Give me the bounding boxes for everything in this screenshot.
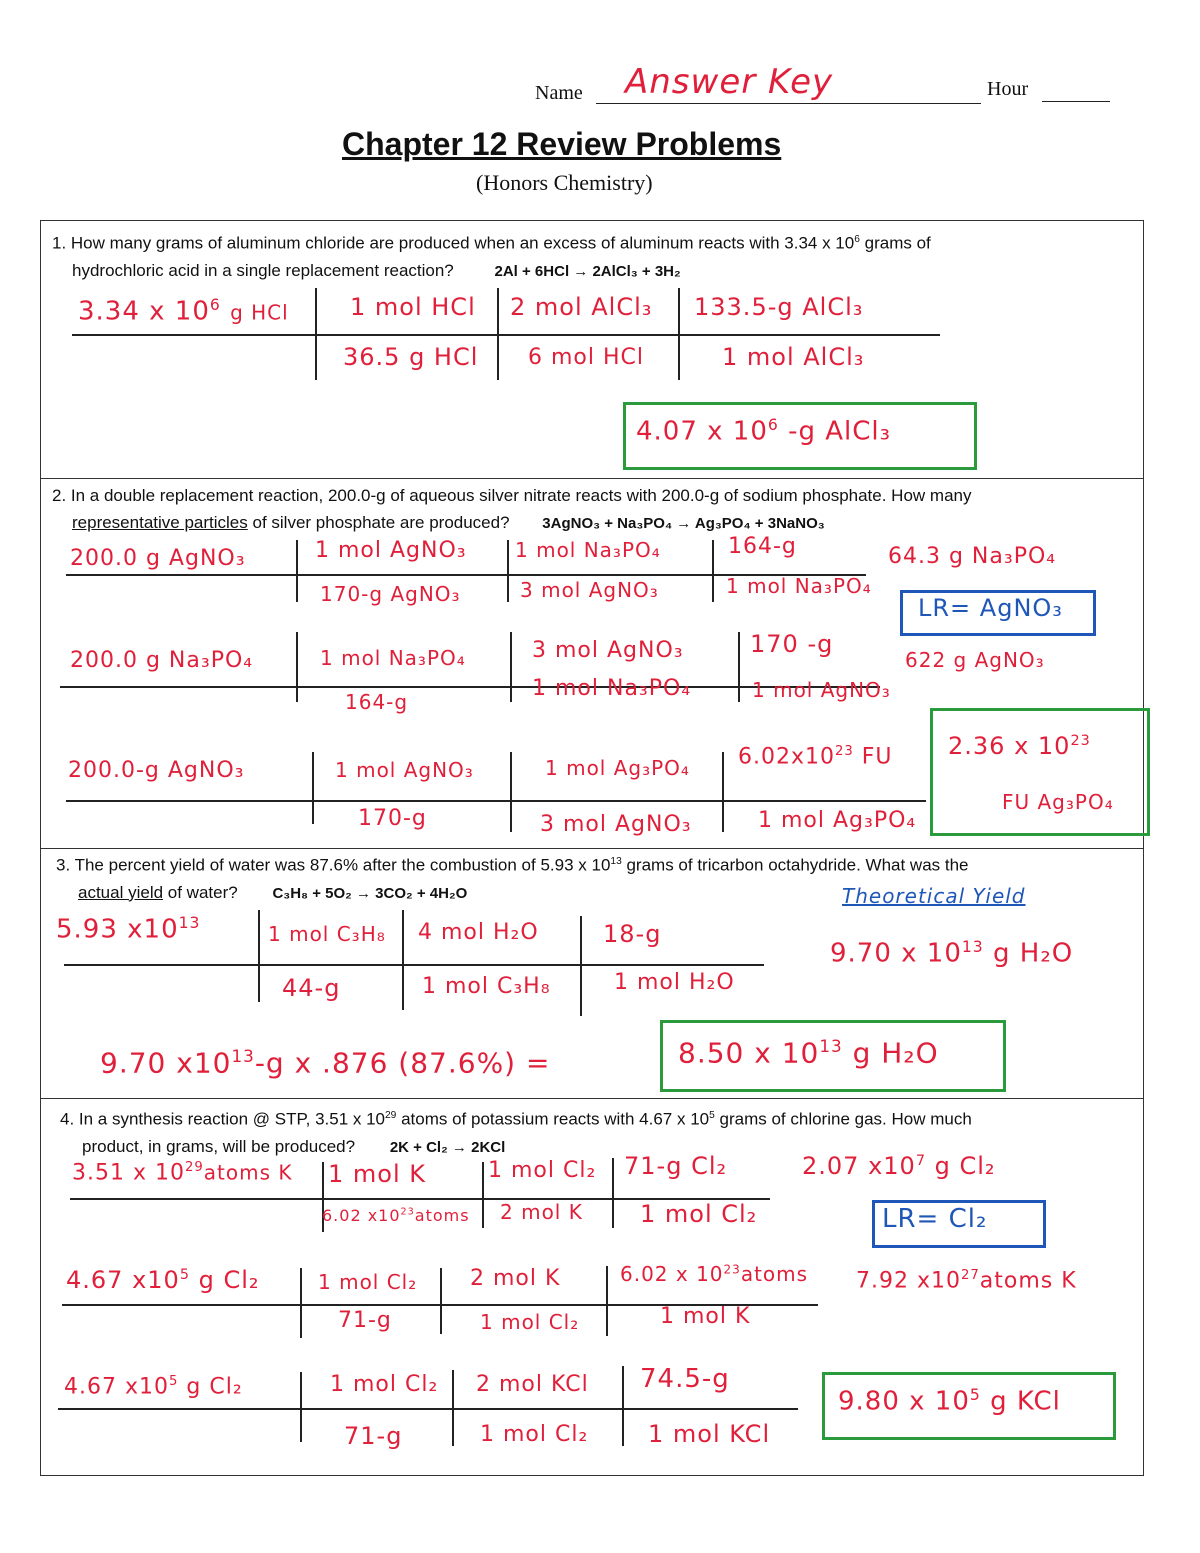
q3-answer: 8.50 x $10^{13}$ g H₂O: [678, 1036, 939, 1070]
q4-row3-f3-top: 74.5-g: [640, 1364, 730, 1394]
hour-label: Hour: [987, 78, 1029, 100]
q2-row2-result: 622 g AgNO₃: [905, 648, 1045, 672]
q1-factor-line: [72, 334, 940, 336]
q1-divider-1: [315, 288, 317, 380]
q4-row2-f3-top: 6.02 x $10^{23}atoms$: [620, 1262, 809, 1286]
question-1-equation: 2Al + 6HCl → 2AlCl₃ + 3H₂: [494, 262, 681, 280]
q4-limiting-reactant: LR= Cl₂: [882, 1204, 988, 1234]
q2-answer-unit: FU Ag₃PO₄: [1002, 790, 1114, 814]
q2-row2-f1-top: 1 mol Na₃PO₄: [320, 646, 466, 670]
hour-underline: [1042, 101, 1110, 102]
q2-row1-f1-bottom: 170-g AgNO₃: [320, 582, 461, 606]
question-4-equation: 2K + Cl₂ → 2KCl: [389, 1138, 506, 1156]
q2-row2-f1-bottom: 164-g: [345, 690, 409, 714]
q3-f1-bottom: 44-g: [282, 974, 341, 1002]
q4-row3-divider-2: [452, 1370, 454, 1446]
q2-row3-divider-1: [312, 752, 314, 824]
q2-row3-f1-bottom: 170-g: [358, 806, 427, 831]
q4-row1-result: 2.07 $x10^7$ g Cl₂: [802, 1152, 996, 1180]
q1-factor-3-bottom: 1 mol AlCl₃: [722, 343, 865, 371]
q2-row1-f2-bottom: 3 mol AgNO₃: [520, 578, 659, 602]
q3-f1-top: 1 mol C₃H₈: [268, 922, 386, 946]
q4-row2-f1-bottom: 71-g: [338, 1308, 392, 1333]
q2-row2-divider-1: [296, 632, 298, 702]
question-3-equation: C₃H₈ + 5O₂ → 3CO₂ + 4H₂O: [272, 884, 468, 902]
q4-row2-divider-2: [440, 1268, 442, 1334]
q3-f3-bottom: 1 mol H₂O: [614, 970, 735, 995]
q4-row3-line: [58, 1408, 798, 1410]
page-title: Chapter 12 Review Problems: [342, 126, 782, 162]
q2-limiting-reactant: LR= AgNO₃: [918, 594, 1063, 622]
q2-row3-f1-top: 1 mol AgNO₃: [335, 758, 474, 782]
q4-row2-result: 7.92 $x10^{27}atoms$ K: [856, 1268, 1077, 1294]
q4-row3-f1-top: 1 mol Cl₂: [330, 1372, 439, 1397]
q1-factor-1-top: 1 mol HCl: [350, 293, 476, 321]
q4-answer: 9.80 x $10^5$ g KCl: [838, 1386, 1061, 1417]
q4-row3-given: 4.67 $x10^5$ g Cl₂: [64, 1374, 243, 1400]
q3-f3-top: 18-g: [603, 920, 662, 948]
q4-row2-f2-top: 2 mol K: [470, 1266, 561, 1291]
q1-factor-2-top: 2 mol AlCl₃: [510, 293, 653, 321]
q3-divider-2: [402, 910, 404, 1010]
q4-row1-f3-bottom: 1 mol Cl₂: [640, 1200, 758, 1228]
q2-row2-f3-top: 170 -g: [750, 630, 834, 658]
q2-row3-f3-bottom: 1 mol Ag₃PO₄: [758, 808, 917, 833]
q2-row2-f2-top: 3 mol AgNO₃: [532, 638, 684, 663]
q2-row1-divider-2: [507, 540, 509, 602]
q3-calculation: 9.70 $x10^{13}-g$ x .876 (87.6%) =: [100, 1046, 551, 1080]
q1-factor-3-top: 133.5-g AlCl₃: [694, 293, 864, 321]
q2-row3-given: 200.0-g AgNO₃: [68, 758, 245, 783]
q1-factor-1-bottom: 36.5 g HCl: [343, 343, 479, 371]
q2-row3-f3-top: $6.02x10^{23}$ FU: [738, 744, 893, 770]
q2-row3-divider-2: [510, 752, 512, 832]
q4-row3-f2-bottom: 1 mol Cl₂: [480, 1422, 589, 1447]
q2-answer-box: [930, 708, 1150, 836]
q4-row1-f3-top: 71-g Cl₂: [624, 1152, 728, 1180]
q2-row2-divider-3: [738, 632, 740, 702]
q4-row2-divider-1: [300, 1268, 302, 1338]
q2-row1-result: 64.3 g Na₃PO₄: [888, 544, 1057, 569]
q2-row2-divider-2: [510, 632, 512, 702]
q4-row2-given: 4.67 $x10^5$ g Cl₂: [66, 1266, 260, 1294]
q4-row2-f2-bottom: 1 mol Cl₂: [480, 1310, 580, 1334]
q4-row1-f1-top: 1 mol K: [328, 1160, 426, 1188]
q4-row1-f2-bottom: 2 mol K: [500, 1200, 583, 1224]
q1-factor-2-bottom: 6 mol HCl: [528, 345, 645, 370]
q1-divider-3: [678, 288, 680, 380]
q2-answer: 2.36 x $10^{23}$: [948, 732, 1091, 760]
question-2-text: 2. In a double replacement reaction, 200.0-g of aqueous silver nitrate reacts with 200.0-g of sodium phosphate. How many representative particles of silver phosphate are produced? 3AgNO₃ + Na₃PO₄ → Ag₃PO₄ + 3NaNO₃: [52, 486, 972, 532]
q1-given: 3.34 x $10^6$ g HCl: [78, 296, 289, 327]
q2-row1-divider-1: [296, 540, 298, 602]
q3-theoretical-yield: 9.70 x $10^{13}$ g H₂O: [830, 938, 1074, 969]
q2-row1-divider-3: [712, 540, 714, 602]
q1-divider-2: [497, 288, 499, 380]
q3-f2-bottom: 1 mol C₃H₈: [422, 974, 551, 999]
q3-divider-1: [258, 910, 260, 1002]
q2-row1-f1-top: 1 mol AgNO₃: [315, 538, 467, 563]
q1-answer: 4.07 x $10^6$ -g AlCl₃: [636, 416, 892, 447]
q4-row2-divider-3: [606, 1266, 608, 1336]
q4-row3-divider-1: [300, 1372, 302, 1442]
name-label: Name: [535, 82, 583, 104]
q4-row1-f2-top: 1 mol Cl₂: [488, 1158, 597, 1183]
q3-given: 5.93 $x10^{13}$: [56, 914, 201, 945]
q2-row2-f2-bottom: 1 mol Na₃PO₄: [532, 676, 692, 701]
q2-row1-f2-top: 1 mol Na₃PO₄: [515, 538, 661, 562]
q2-row3-f2-bottom: 3 mol AgNO₃: [540, 812, 692, 837]
q4-row2-f1-top: 1 mol Cl₂: [318, 1270, 418, 1294]
q3-divider-3: [580, 916, 582, 1016]
q2-row3-divider-3: [722, 752, 724, 832]
q2-row2-given: 200.0 g Na₃PO₄: [70, 648, 254, 673]
name-value: Answer Key: [625, 62, 834, 102]
q2-row3-f2-top: 1 mol Ag₃PO₄: [545, 756, 690, 780]
question-1-text: 1. How many grams of aluminum chloride are produced when an excess of aluminum reacts with 3.34 x $10^6$ grams of hydrochloric acid in a single replacement reaction? 2Al + 6HCl → 2AlCl₃ + 3H₂: [52, 233, 931, 280]
q4-row3-f1-bottom: 71-g: [344, 1422, 403, 1450]
q2-row3-line: [66, 800, 926, 802]
q4-row1-divider-3: [612, 1158, 614, 1228]
q3-f2-top: 4 mol H₂O: [418, 920, 539, 945]
q4-row1-f1-bottom: 6.02 $x10^{23}atoms$: [322, 1206, 470, 1225]
page-subtitle: (Honors Chemistry): [476, 170, 653, 195]
q4-row3-f2-top: 2 mol KCl: [476, 1372, 589, 1397]
q4-row1-given: 3.51 x $10^{29}atoms$ K: [72, 1160, 293, 1186]
name-underline: [596, 103, 981, 104]
q4-row3-divider-3: [622, 1366, 624, 1446]
q3-factor-line: [64, 964, 764, 966]
q4-row2-f3-bottom: 1 mol K: [660, 1304, 751, 1329]
q3-theoretical-label: Theoretical Yield: [842, 884, 1026, 908]
q4-row1-divider-2: [482, 1162, 484, 1228]
question-3-text: 3. The percent yield of water was 87.6% after the combustion of 5.93 x $10^{13}$ grams of tricarbon octahydride. What was the actual yield of water? C₃H₈ + 5O₂ → 3CO₂ + 4H₂O: [56, 855, 969, 902]
q2-row1-f3-top: 164-g: [728, 534, 797, 559]
question-4-text: 4. In a synthesis reaction @ STP, 3.51 x $10^{29}$ atoms of potassium reacts with 4.67 x $10^5$ grams of chlorine gas. How much product, in grams, will be produced? 2K + Cl₂ → 2KCl: [60, 1109, 972, 1156]
q2-row1-given: 200.0 g AgNO₃: [70, 546, 246, 571]
q2-row2-f3-bottom: 1 mol AgNO₃: [752, 678, 891, 702]
question-2-equation: 3AgNO₃ + Na₃PO₄ → Ag₃PO₄ + 3NaNO₃: [542, 515, 825, 532]
q4-row3-f3-bottom: 1 mol KCl: [648, 1420, 771, 1448]
q2-row1-f3-bottom: 1 mol Na₃PO₄: [726, 574, 872, 598]
